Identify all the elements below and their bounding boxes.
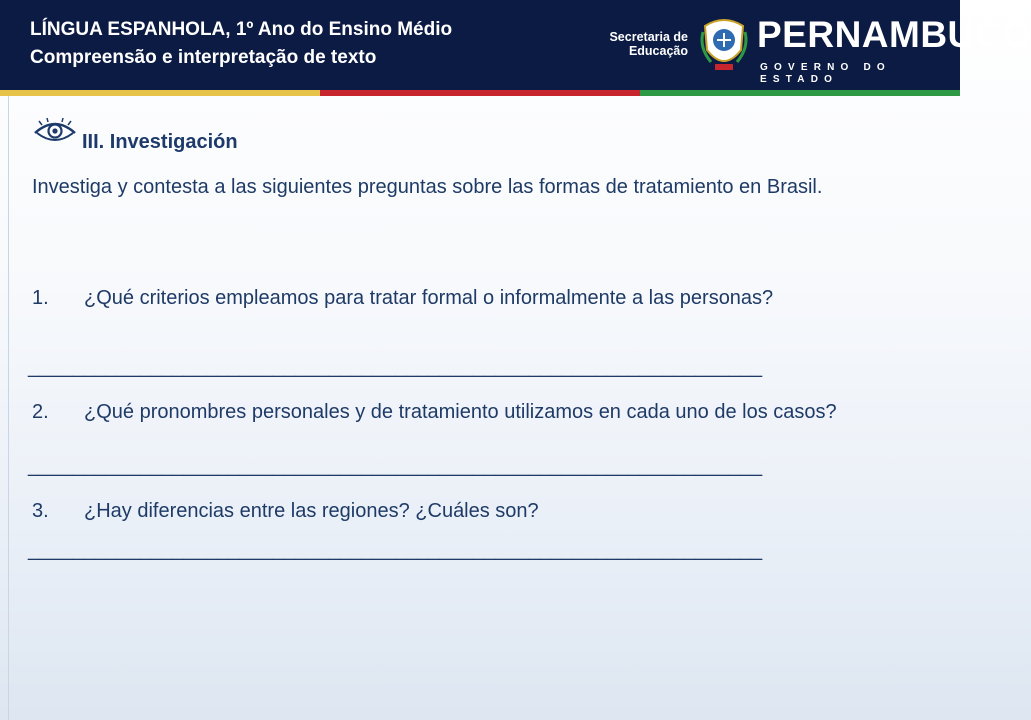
eye-icon xyxy=(32,117,78,147)
secretaria-line-2: Educação xyxy=(628,44,688,58)
question-text: ¿Hay diferencias entre las regiones? ¿Cuáles son? xyxy=(84,500,539,522)
header-title: LÍNGUA ESPANHOLA, 1º Ano do Ensino Médio xyxy=(30,19,453,40)
brand-name: PERNAMBUCO xyxy=(757,14,1031,55)
answer-line[interactable]: __________________________________________________________________ xyxy=(28,356,763,378)
intro-paragraph: Investiga y contesta a las siguientes preguntas sobre las formas de tratamiento en Brasil. xyxy=(32,176,823,198)
question-number: 3. xyxy=(32,500,49,522)
secretaria-line-1: Secretaria de xyxy=(609,30,688,44)
flag-stripe-yellow xyxy=(0,90,320,96)
state-seal-icon xyxy=(697,12,751,76)
header-banner xyxy=(0,0,1031,90)
secretaria-label xyxy=(606,30,688,58)
section-heading xyxy=(32,117,238,155)
question-text: ¿Qué criterios empleamos para tratar formal o informalmente a las personas? xyxy=(84,287,774,309)
section-title: III. Investigación xyxy=(82,131,238,153)
question-text: ¿Qué pronombres personales y de tratamiento utilizamos en cada uno de los casos? xyxy=(84,401,837,423)
answer-line[interactable]: __________________________________________________________________ xyxy=(28,455,763,477)
question-item xyxy=(32,497,914,526)
flag-stripe-red xyxy=(320,90,640,96)
flag-stripe-green xyxy=(640,90,960,96)
answer-line[interactable]: __________________________________________________________________ xyxy=(28,539,763,561)
question-item xyxy=(32,284,914,313)
question-number: 1. xyxy=(32,287,49,309)
question-number: 2. xyxy=(32,401,49,423)
question-item xyxy=(32,398,914,427)
header-subtitle: Compreensão e interpretação de texto xyxy=(30,47,377,68)
brand-subtitle: GOVERNO DO ESTADO xyxy=(760,62,891,85)
side-divider xyxy=(8,96,9,720)
